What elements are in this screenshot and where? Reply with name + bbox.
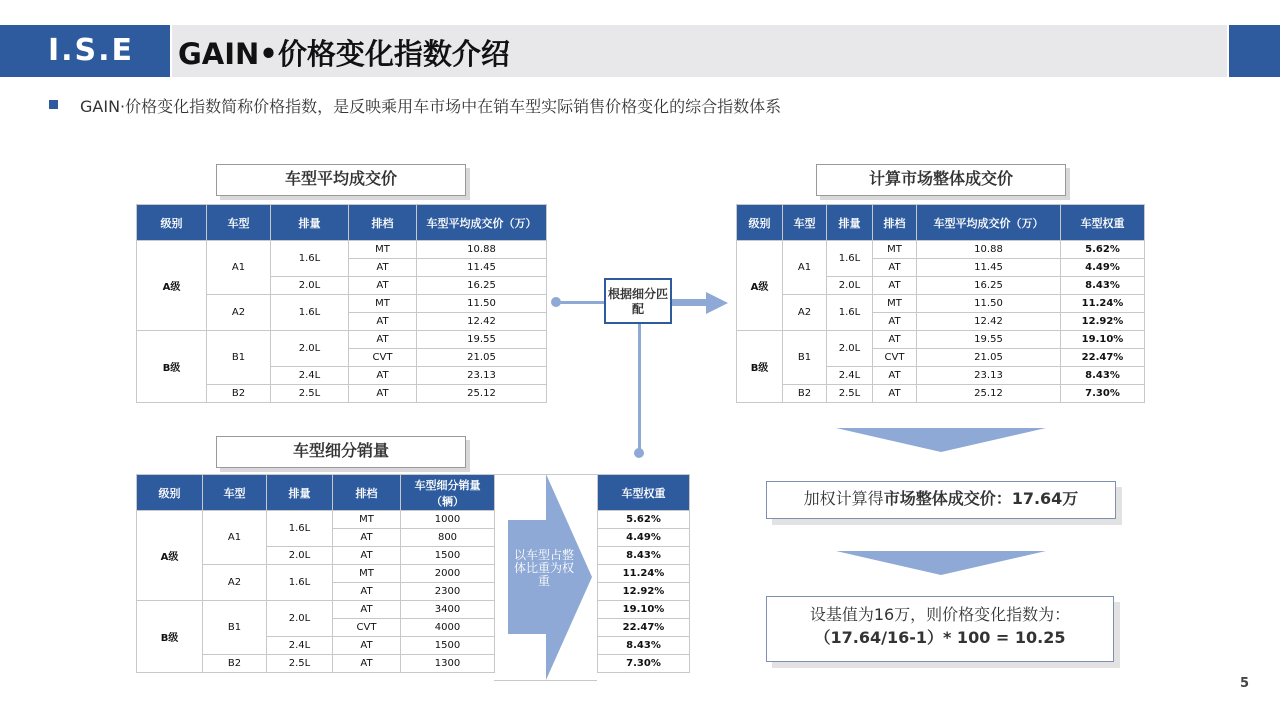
price-cell: 11.50 xyxy=(417,295,547,313)
displacement-cell: 2.0L xyxy=(267,601,333,637)
price-cell: 25.12 xyxy=(417,385,547,403)
displacement-cell: 1.6L xyxy=(267,511,333,547)
index-formula-box xyxy=(766,596,1114,662)
match-box: 根据细分匹配 xyxy=(604,278,672,324)
header-accent-block xyxy=(1229,25,1280,77)
connector-dot-icon xyxy=(634,448,644,458)
logo-text: I.S.E xyxy=(48,33,135,68)
price-cell: 23.13 xyxy=(417,367,547,385)
gear-cell: AT xyxy=(873,313,917,331)
model-cell: A1 xyxy=(203,511,267,565)
price-cell: 11.45 xyxy=(417,259,547,277)
displacement-cell: 2.0L xyxy=(827,277,873,295)
sales-cell: 1000 xyxy=(401,511,495,529)
gear-cell: MT xyxy=(873,295,917,313)
price-cell: 10.88 xyxy=(417,241,547,259)
weight-cell: 8.43% xyxy=(1061,367,1145,385)
gear-cell: MT xyxy=(333,511,401,529)
price-cell: 11.50 xyxy=(917,295,1061,313)
header-avg-price: 车型平均成交价（万） xyxy=(417,205,547,241)
displacement-cell: 2.5L xyxy=(827,385,873,403)
weight-cell: 12.92% xyxy=(1061,313,1145,331)
sales-cell: 1500 xyxy=(401,637,495,655)
displacement-cell: 1.6L xyxy=(271,295,349,331)
model-cell: B1 xyxy=(203,601,267,655)
weight-cell: 22.47% xyxy=(598,619,690,637)
gear-cell: AT xyxy=(349,277,417,295)
avg-price-table xyxy=(136,204,547,403)
header-sales: 车型细分销量（辆） xyxy=(401,475,495,511)
header-gear: 排档 xyxy=(333,475,401,511)
weight-arrow-label: 以车型占整体比重为权重 xyxy=(514,548,575,588)
price-cell: 12.42 xyxy=(417,313,547,331)
header-model: 车型 xyxy=(203,475,267,511)
sales-cell: 1500 xyxy=(401,547,495,565)
weight-cell: 8.43% xyxy=(1061,277,1145,295)
model-cell: B1 xyxy=(783,331,827,385)
price-cell: 25.12 xyxy=(917,385,1061,403)
gear-cell: AT xyxy=(873,367,917,385)
displacement-cell: 2.0L xyxy=(271,331,349,367)
sales-cell: 2300 xyxy=(401,583,495,601)
result-value: 市场整体成交价：17.64万 xyxy=(883,489,1079,508)
gear-cell: CVT xyxy=(349,349,417,367)
down-arrow-icon xyxy=(836,551,1046,575)
model-cell: B2 xyxy=(207,385,271,403)
segment-sales-table xyxy=(136,474,495,673)
down-arrow-icon xyxy=(836,428,1046,452)
weight-cell: 4.49% xyxy=(598,529,690,547)
weight-cell: 8.43% xyxy=(598,547,690,565)
header-model: 车型 xyxy=(207,205,271,241)
displacement-cell: 2.4L xyxy=(271,367,349,385)
weighted-result-box xyxy=(766,481,1116,519)
level-cell: A级 xyxy=(737,241,783,331)
gear-cell: MT xyxy=(349,241,417,259)
connector-line xyxy=(672,299,708,306)
arrow-right-icon xyxy=(706,292,728,314)
displacement-cell: 2.0L xyxy=(271,277,349,295)
header-avg-price: 车型平均成交价（万） xyxy=(917,205,1061,241)
model-cell: B1 xyxy=(207,331,271,385)
level-cell: B级 xyxy=(737,331,783,403)
displacement-cell: 1.6L xyxy=(827,241,873,277)
header-gear: 排档 xyxy=(349,205,417,241)
formula-line-2: （17.64/16-1）* 100 = 10.25 xyxy=(814,628,1066,647)
gear-cell: AT xyxy=(349,331,417,349)
header-displacement: 排量 xyxy=(271,205,349,241)
displacement-cell: 1.6L xyxy=(267,565,333,601)
displacement-cell: 1.6L xyxy=(827,295,873,331)
price-cell: 23.13 xyxy=(917,367,1061,385)
gear-cell: AT xyxy=(349,367,417,385)
weight-cell: 11.24% xyxy=(598,565,690,583)
gear-cell: CVT xyxy=(333,619,401,637)
market-price-table xyxy=(736,204,1145,403)
displacement-cell: 2.0L xyxy=(267,547,333,565)
weight-cell: 7.30% xyxy=(598,655,690,673)
price-cell: 19.55 xyxy=(417,331,547,349)
sales-cell: 800 xyxy=(401,529,495,547)
model-cell: B2 xyxy=(783,385,827,403)
gear-cell: AT xyxy=(333,547,401,565)
model-cell: A2 xyxy=(207,295,271,331)
gear-cell: AT xyxy=(349,313,417,331)
formula-line-1: 设基值为16万，则价格变化指数为： xyxy=(809,605,1071,624)
level-cell: B级 xyxy=(137,601,203,673)
gear-cell: MT xyxy=(873,241,917,259)
segment-sales-label: 车型细分销量 xyxy=(216,436,466,468)
model-cell: B2 xyxy=(203,655,267,673)
header-gear: 排档 xyxy=(873,205,917,241)
displacement-cell: 2.5L xyxy=(267,655,333,673)
gear-cell: AT xyxy=(333,655,401,673)
gear-cell: CVT xyxy=(873,349,917,367)
market-price-label: 计算市场整体成交价 xyxy=(816,164,1066,196)
price-cell: 11.45 xyxy=(917,259,1061,277)
price-cell: 16.25 xyxy=(417,277,547,295)
gear-cell: AT xyxy=(873,385,917,403)
weight-cell: 5.62% xyxy=(598,511,690,529)
level-cell: A级 xyxy=(137,241,207,331)
displacement-cell: 2.4L xyxy=(267,637,333,655)
level-cell: B级 xyxy=(137,331,207,403)
header-level: 级别 xyxy=(737,205,783,241)
price-cell: 16.25 xyxy=(917,277,1061,295)
sales-cell: 1300 xyxy=(401,655,495,673)
avg-price-label: 车型平均成交价 xyxy=(216,164,466,196)
gear-cell: AT xyxy=(349,385,417,403)
gear-cell: AT xyxy=(333,583,401,601)
gear-cell: AT xyxy=(873,277,917,295)
model-cell: A1 xyxy=(783,241,827,295)
gear-cell: AT xyxy=(873,259,917,277)
price-cell: 21.05 xyxy=(417,349,547,367)
weight-cell: 5.62% xyxy=(1061,241,1145,259)
weight-cell: 4.49% xyxy=(1061,259,1145,277)
connector-line xyxy=(638,324,641,452)
header-level: 级别 xyxy=(137,475,203,511)
model-cell: A1 xyxy=(207,241,271,295)
header-level: 级别 xyxy=(137,205,207,241)
model-cell: A2 xyxy=(203,565,267,601)
gear-cell: AT xyxy=(333,529,401,547)
gear-cell: AT xyxy=(873,331,917,349)
weight-cell: 19.10% xyxy=(1061,331,1145,349)
gear-cell: AT xyxy=(349,259,417,277)
price-cell: 10.88 xyxy=(917,241,1061,259)
result-prefix: 加权计算得 xyxy=(803,489,884,508)
displacement-cell: 2.4L xyxy=(827,367,873,385)
connector-line xyxy=(558,301,606,304)
title-band xyxy=(172,25,1227,77)
gear-cell: MT xyxy=(333,565,401,583)
displacement-cell: 2.5L xyxy=(271,385,349,403)
model-cell: A2 xyxy=(783,295,827,331)
logo-block xyxy=(0,25,170,77)
level-cell: A级 xyxy=(137,511,203,601)
page-title: GAIN•价格变化指数介绍 xyxy=(178,37,510,71)
connector-dot-icon xyxy=(551,297,561,307)
weight-cell: 19.10% xyxy=(598,601,690,619)
displacement-cell: 1.6L xyxy=(271,241,349,277)
header-displacement: 排量 xyxy=(827,205,873,241)
gear-cell: AT xyxy=(333,601,401,619)
weight-cell: 12.92% xyxy=(598,583,690,601)
sales-cell: 3400 xyxy=(401,601,495,619)
header-weight: 车型权重 xyxy=(598,475,690,511)
price-cell: 19.55 xyxy=(917,331,1061,349)
header-displacement: 排量 xyxy=(267,475,333,511)
gear-cell: MT xyxy=(349,295,417,313)
weight-cell: 8.43% xyxy=(598,637,690,655)
subtitle: GAIN·价格变化指数简称价格指数，是反映乘用车市场中在销车型实际销售价格变化的综合指数体系 xyxy=(80,97,782,116)
weight-table xyxy=(597,474,690,673)
sales-cell: 4000 xyxy=(401,619,495,637)
sales-cell: 2000 xyxy=(401,565,495,583)
bullet-square-icon xyxy=(49,100,58,109)
price-cell: 21.05 xyxy=(917,349,1061,367)
header-weight: 车型权重 xyxy=(1061,205,1145,241)
displacement-cell: 2.0L xyxy=(827,331,873,367)
weight-cell: 7.30% xyxy=(1061,385,1145,403)
page-number: 5 xyxy=(1240,676,1250,691)
price-cell: 12.42 xyxy=(917,313,1061,331)
weight-cell: 11.24% xyxy=(1061,295,1145,313)
header-model: 车型 xyxy=(783,205,827,241)
gear-cell: AT xyxy=(333,637,401,655)
weight-cell: 22.47% xyxy=(1061,349,1145,367)
